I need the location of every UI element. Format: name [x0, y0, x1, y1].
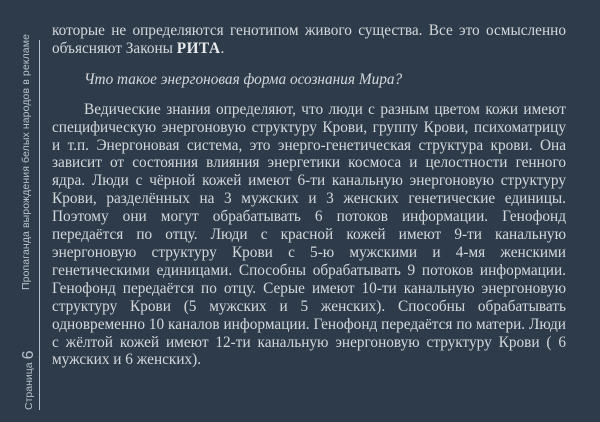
- intro-text: которые не определяются генотипом живого существа. Все это осмысленно объясняют Законы: [52, 22, 566, 57]
- page-number: 6: [20, 350, 37, 360]
- page-label: Страница: [23, 362, 35, 410]
- body-paragraph: Ведические знания определяют, что люди с разным цветом кожи имеют специфическую энергоновую структуру Крови, группу Крови, психоматрицу и т.п. Энергоновая система, это энерго-генетическая структура крови. Она зависит от состояния влияния энергетики космоса и целостности генного ядра. Люди с чёрной кожей имеют 6-ти канальную энергоновую структуру Крови, разделённых на 3 мужских и 3 женских генетические единицы. Поэтому они могут обрабатывать 6 потоков информации. Генофонд передаётся по отцу. Люди с красной кожей имеют 9-ти канальную энергоновую структуру Крови с 5-ю мужскими и 4-мя женскими генетическими единицами. Способны обрабатывать 9 потоков информации. Генофонд передаётся по отцу. Серые имеют 10-ти канальную энергоновую структуру Крови (5 мужских и 5 женских). Способны обрабатывать одновременно 10 каналов информации. Генофонд передаётся по матери. Люди с жёлтой кожей имеют 12-ти канальную энергоновую структуру Крови ( 6 мужских и 6 женских).: [52, 100, 566, 369]
- page-content: [52, 22, 566, 369]
- intro-paragraph: [52, 22, 566, 58]
- page-indicator: [20, 351, 38, 411]
- sidebar-title: Пропаганда вырождения белых народов в рекламе: [20, 33, 32, 290]
- sidebar-divider: [39, 40, 40, 410]
- rita-accent: РИТА: [176, 39, 221, 57]
- sidebar: [0, 0, 40, 422]
- question-heading: Что такое энергоновая форма осознания Мира?: [84, 70, 403, 88]
- intro-end: .: [220, 39, 225, 57]
